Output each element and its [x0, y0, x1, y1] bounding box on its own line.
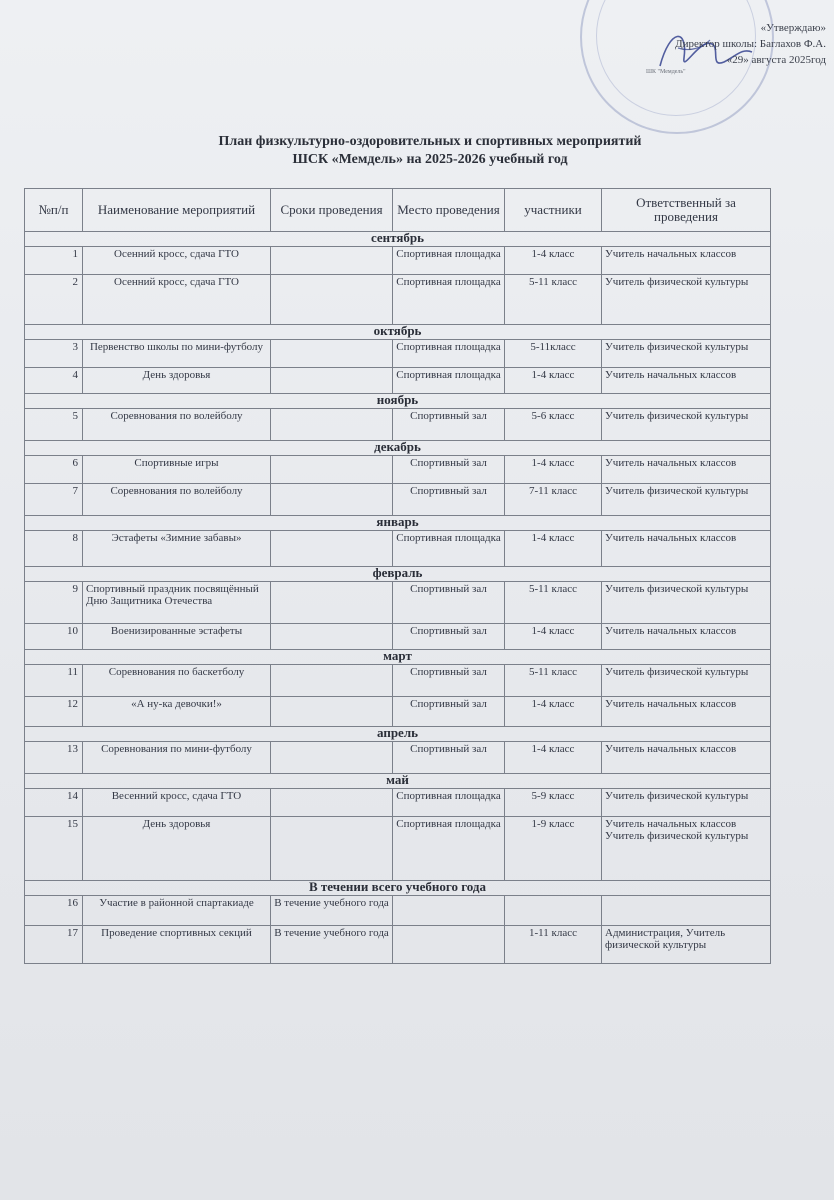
month-row	[25, 394, 771, 409]
month-row	[25, 567, 771, 582]
header-place: Место проведения	[393, 189, 505, 232]
cell-name: Осенний кросс, сдача ГТО	[83, 275, 271, 325]
cell-name: Соревнования по баскетболу	[83, 665, 271, 697]
approval-line-3: «29» августа 2025год	[726, 54, 826, 66]
header-participants: участники	[505, 189, 602, 232]
cell-place: Спортивный зал	[393, 742, 505, 774]
cell-responsible: Учитель начальных классов Учитель физической культуры	[602, 817, 771, 881]
cell-name: Эстафеты «Зимние забавы»	[83, 531, 271, 567]
month-row	[25, 727, 771, 742]
cell-responsible: Учитель начальных классов	[602, 531, 771, 567]
table-row	[25, 926, 771, 964]
month-label: декабрь	[25, 441, 771, 456]
cell-num: 8	[25, 531, 83, 567]
month-row	[25, 650, 771, 665]
cell-dates	[271, 665, 393, 697]
cell-dates	[271, 582, 393, 624]
table-row	[25, 368, 771, 394]
month-row	[25, 881, 771, 896]
cell-num: 5	[25, 409, 83, 441]
cell-dates	[271, 340, 393, 368]
cell-num: 15	[25, 817, 83, 881]
approval-line-1: «Утверждаю»	[760, 22, 826, 34]
cell-name: День здоровья	[83, 368, 271, 394]
cell-place: Спортивный зал	[393, 409, 505, 441]
month-label: сентябрь	[25, 232, 771, 247]
header-name: Наименование мероприятий	[83, 189, 271, 232]
cell-participants: 5-6 класс	[505, 409, 602, 441]
cell-num: 10	[25, 624, 83, 650]
month-label: ноябрь	[25, 394, 771, 409]
cell-responsible: Учитель физической культуры	[602, 789, 771, 817]
cell-num: 17	[25, 926, 83, 964]
cell-dates	[271, 247, 393, 275]
cell-dates	[271, 531, 393, 567]
month-label: март	[25, 650, 771, 665]
cell-responsible: Учитель начальных классов	[602, 456, 771, 484]
table-row	[25, 624, 771, 650]
month-label: февраль	[25, 567, 771, 582]
month-label: октябрь	[25, 325, 771, 340]
cell-name: Соревнования по волейболу	[83, 484, 271, 516]
cell-responsible: Администрация, Учитель физической культуры	[602, 926, 771, 964]
cell-dates: В течение учебного года	[271, 896, 393, 926]
cell-num: 6	[25, 456, 83, 484]
cell-responsible: Учитель физической культуры	[602, 409, 771, 441]
cell-participants: 1-4 класс	[505, 742, 602, 774]
cell-place	[393, 926, 505, 964]
cell-place: Спортивная площадка	[393, 789, 505, 817]
cell-responsible	[602, 896, 771, 926]
table-row	[25, 789, 771, 817]
cell-num: 14	[25, 789, 83, 817]
cell-place: Спортивная площадка	[393, 531, 505, 567]
cell-responsible: Учитель физической культуры	[602, 665, 771, 697]
cell-dates	[271, 484, 393, 516]
header-dates: Сроки проведения	[271, 189, 393, 232]
cell-responsible: Учитель начальных классов	[602, 742, 771, 774]
cell-num: 4	[25, 368, 83, 394]
cell-dates	[271, 697, 393, 727]
cell-responsible: Учитель физической культуры	[602, 484, 771, 516]
table-row	[25, 817, 771, 881]
table-row	[25, 484, 771, 516]
table-row	[25, 531, 771, 567]
cell-participants: 5-11класс	[505, 340, 602, 368]
cell-name: Проведение спортивных секций	[83, 926, 271, 964]
cell-participants: 1-4 класс	[505, 697, 602, 727]
cell-dates	[271, 817, 393, 881]
cell-name: Соревнования по волейболу	[83, 409, 271, 441]
cell-participants: 5-11 класс	[505, 275, 602, 325]
approval-block	[586, 20, 826, 76]
cell-num: 2	[25, 275, 83, 325]
cell-name: Спортивные игры	[83, 456, 271, 484]
cell-num: 7	[25, 484, 83, 516]
cell-participants: 1-4 класс	[505, 247, 602, 275]
cell-dates	[271, 275, 393, 325]
table-header-row	[25, 189, 771, 232]
cell-dates	[271, 742, 393, 774]
cell-name: Спортивный праздник посвящённый Дню Защитника Отечества	[83, 582, 271, 624]
cell-name: Военизированные эстафеты	[83, 624, 271, 650]
cell-dates	[271, 368, 393, 394]
cell-responsible: Учитель физической культуры	[602, 582, 771, 624]
table-row	[25, 247, 771, 275]
cell-place	[393, 896, 505, 926]
month-label: апрель	[25, 727, 771, 742]
cell-dates: В течение учебного года	[271, 926, 393, 964]
cell-dates	[271, 789, 393, 817]
cell-place: Спортивная площадка	[393, 817, 505, 881]
month-row	[25, 441, 771, 456]
approval-stamp-text: ШК "Мемдель"	[646, 69, 686, 75]
cell-num: 1	[25, 247, 83, 275]
table-row	[25, 697, 771, 727]
cell-participants: 7-11 класс	[505, 484, 602, 516]
cell-place: Спортивный зал	[393, 456, 505, 484]
table-row	[25, 665, 771, 697]
month-row	[25, 232, 771, 247]
cell-num: 11	[25, 665, 83, 697]
table-row	[25, 275, 771, 325]
cell-place: Спортивная площадка	[393, 368, 505, 394]
cell-responsible: Учитель начальных классов	[602, 697, 771, 727]
cell-participants: 1-9 класс	[505, 817, 602, 881]
cell-place: Спортивная площадка	[393, 247, 505, 275]
title-line-2: ШСК «Мемдель» на 2025-2026 учебный год	[292, 152, 568, 167]
cell-responsible: Учитель начальных классов	[602, 368, 771, 394]
cell-place: Спортивная площадка	[393, 275, 505, 325]
table-row	[25, 409, 771, 441]
cell-place: Спортивная площадка	[393, 340, 505, 368]
cell-participants: 1-4 класс	[505, 456, 602, 484]
cell-participants: 1-4 класс	[505, 368, 602, 394]
cell-name: Соревнования по мини-футболу	[83, 742, 271, 774]
cell-num: 3	[25, 340, 83, 368]
month-label: май	[25, 774, 771, 789]
document-title	[140, 133, 720, 169]
cell-num: 13	[25, 742, 83, 774]
cell-responsible: Учитель начальных классов	[602, 624, 771, 650]
month-label: январь	[25, 516, 771, 531]
month-label: В течении всего учебного года	[25, 881, 771, 896]
approval-line-2: Директор школы: Баглахов Ф.А.	[675, 38, 826, 50]
cell-participants: 5-11 класс	[505, 582, 602, 624]
cell-name: Осенний кросс, сдача ГТО	[83, 247, 271, 275]
table-row	[25, 582, 771, 624]
month-row	[25, 516, 771, 531]
month-row	[25, 774, 771, 789]
cell-participants: 1-4 класс	[505, 624, 602, 650]
table-row	[25, 456, 771, 484]
cell-responsible: Учитель физической культуры	[602, 275, 771, 325]
table-row	[25, 340, 771, 368]
cell-place: Спортивный зал	[393, 624, 505, 650]
table-row	[25, 896, 771, 926]
cell-num: 12	[25, 697, 83, 727]
cell-dates	[271, 624, 393, 650]
cell-name: Участие в районной спартакиаде	[83, 896, 271, 926]
header-num: №п/п	[25, 189, 83, 232]
table-row	[25, 742, 771, 774]
cell-name: Первенство школы по мини-футболу	[83, 340, 271, 368]
cell-name: «А ну-ка девочки!»	[83, 697, 271, 727]
cell-responsible: Учитель физической культуры	[602, 340, 771, 368]
cell-place: Спортивный зал	[393, 697, 505, 727]
events-table	[24, 188, 771, 964]
month-row	[25, 325, 771, 340]
header-responsible: Ответственный за проведения	[602, 189, 771, 232]
cell-dates	[271, 409, 393, 441]
title-line-1: План физкультурно-оздоровительных и спортивных мероприятий	[218, 134, 642, 149]
cell-num: 9	[25, 582, 83, 624]
table-body	[25, 232, 771, 964]
cell-name: Весенний кросс, сдача ГТО	[83, 789, 271, 817]
cell-participants: 1-11 класс	[505, 926, 602, 964]
cell-num: 16	[25, 896, 83, 926]
cell-participants: 5-9 класс	[505, 789, 602, 817]
cell-place: Спортивный зал	[393, 665, 505, 697]
cell-participants: 1-4 класс	[505, 531, 602, 567]
cell-name: День здоровья	[83, 817, 271, 881]
cell-participants	[505, 896, 602, 926]
cell-dates	[271, 456, 393, 484]
cell-place: Спортивный зал	[393, 484, 505, 516]
cell-responsible: Учитель начальных классов	[602, 247, 771, 275]
cell-participants: 5-11 класс	[505, 665, 602, 697]
cell-place: Спортивный зал	[393, 582, 505, 624]
